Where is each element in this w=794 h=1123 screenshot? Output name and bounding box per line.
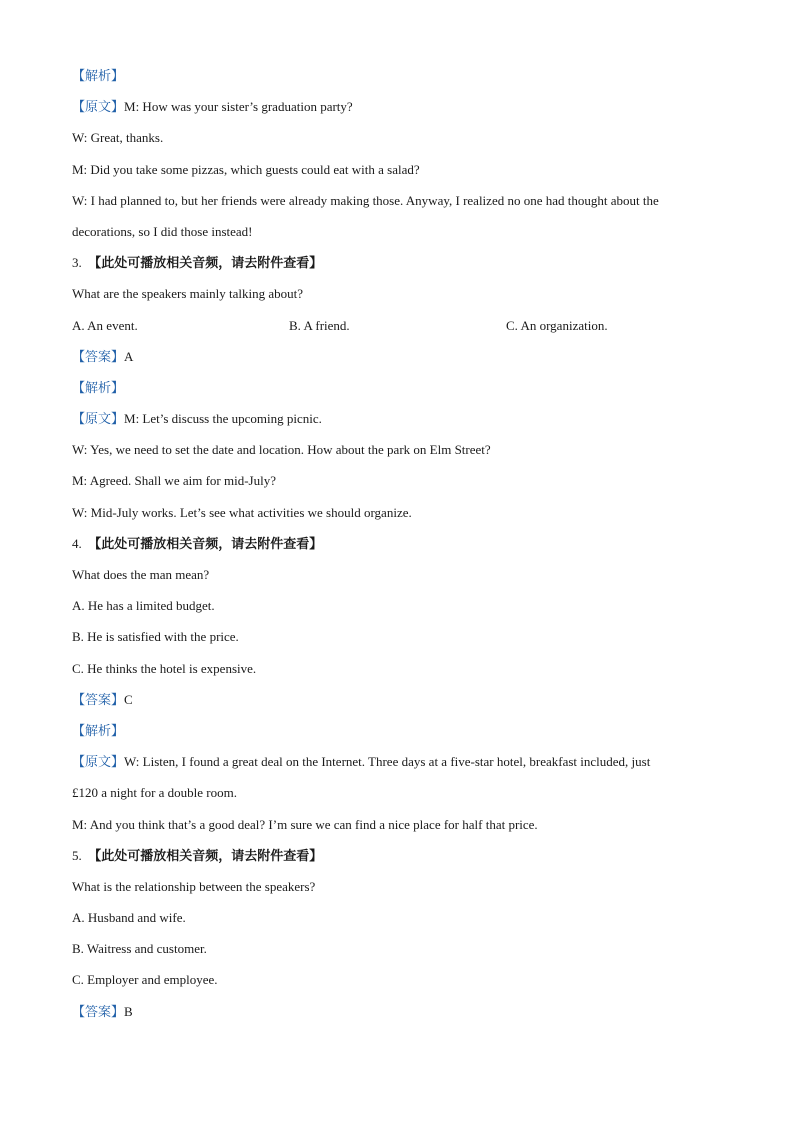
answer-tag: 【答案】 xyxy=(72,349,125,365)
transcript-line xyxy=(72,406,722,437)
question-number: 5. xyxy=(72,847,82,863)
transcript-tag: 【原文】 xyxy=(72,755,125,771)
analysis-heading xyxy=(72,63,722,94)
transcript-text: M: How was your sister’s graduation party? xyxy=(124,99,353,115)
transcript-line: M: Agreed. Shall we aim for mid-July? xyxy=(72,473,276,489)
transcript-text: W: Listen, I found a great deal on the Internet. Three days at a five-star hotel, breakfast included, just xyxy=(124,754,651,770)
audio-note: 【此处可播放相关音频，请去附件查看】 xyxy=(88,536,323,552)
transcript-line: M: Did you take some pizzas, which guests could eat with a salad? xyxy=(72,161,420,177)
question-3-text: What are the speakers mainly talking about? xyxy=(72,286,304,302)
transcript-line: W: Great, thanks. xyxy=(72,130,164,146)
question-number: 4. xyxy=(72,535,82,551)
transcript-tag: 【原文】 xyxy=(72,100,125,116)
transcript-line: W: I had planned to, but her friends were already making those. Anyway, I realized no one had thought about the xyxy=(72,192,659,208)
answer-tag: 【答案】 xyxy=(72,692,125,708)
option-c: C. Employer and employee. xyxy=(72,972,218,988)
question-4-text: What does the man mean? xyxy=(72,567,210,582)
audio-note: 【此处可播放相关音频，请去附件查看】 xyxy=(88,848,323,864)
question-4-heading xyxy=(72,531,722,562)
analysis-tag: 【解析】 xyxy=(72,723,125,739)
option-b: B. He is satisfied with the price. xyxy=(72,629,239,645)
answer-value: B xyxy=(124,1003,133,1019)
option-a: A. He has a limited budget. xyxy=(72,598,215,614)
transcript-tag: 【原文】 xyxy=(72,412,125,428)
answer-tag: 【答案】 xyxy=(72,1004,125,1020)
answer-value: C xyxy=(124,691,133,707)
transcript-text: M: Let’s discuss the upcoming picnic. xyxy=(124,411,322,427)
audio-note: 【此处可播放相关音频，请去附件查看】 xyxy=(88,256,323,272)
option-a: A. Husband and wife. xyxy=(72,910,186,926)
question-5-text: What is the relationship between the speakers? xyxy=(72,878,316,894)
answer-line xyxy=(72,344,722,375)
option-a: A. An event. xyxy=(72,317,138,333)
transcript-line: decorations, so I did those instead! xyxy=(72,223,253,239)
option-c: C. An organization. xyxy=(506,317,608,333)
option-b: B. A friend. xyxy=(289,317,350,333)
option-c: C. He thinks the hotel is expensive. xyxy=(72,660,257,676)
answer-value: A xyxy=(124,348,134,364)
analysis-heading xyxy=(72,718,722,749)
analysis-tag: 【解析】 xyxy=(72,380,125,396)
transcript-line xyxy=(72,94,722,125)
transcript-line xyxy=(72,749,722,780)
answer-line xyxy=(72,999,722,1030)
transcript-line: W: Mid-July works. Let’s see what activities we should organize. xyxy=(72,504,412,520)
analysis-heading xyxy=(72,375,722,406)
answer-line xyxy=(72,687,722,718)
transcript-line: £120 a night for a double room. xyxy=(72,785,237,801)
question-number: 3. xyxy=(72,255,82,271)
question-3-heading xyxy=(72,250,722,281)
question-5-heading xyxy=(72,843,722,874)
option-b: B. Waitress and customer. xyxy=(72,941,207,957)
question-3-options xyxy=(72,313,722,344)
analysis-tag: 【解析】 xyxy=(72,69,125,84)
transcript-line: M: And you think that’s a good deal? I’m sure we can find a nice place for half that price. xyxy=(72,816,538,832)
transcript-line: W: Yes, we need to set the date and location. How about the park on Elm Street? xyxy=(72,442,491,458)
document-page xyxy=(72,63,722,1030)
